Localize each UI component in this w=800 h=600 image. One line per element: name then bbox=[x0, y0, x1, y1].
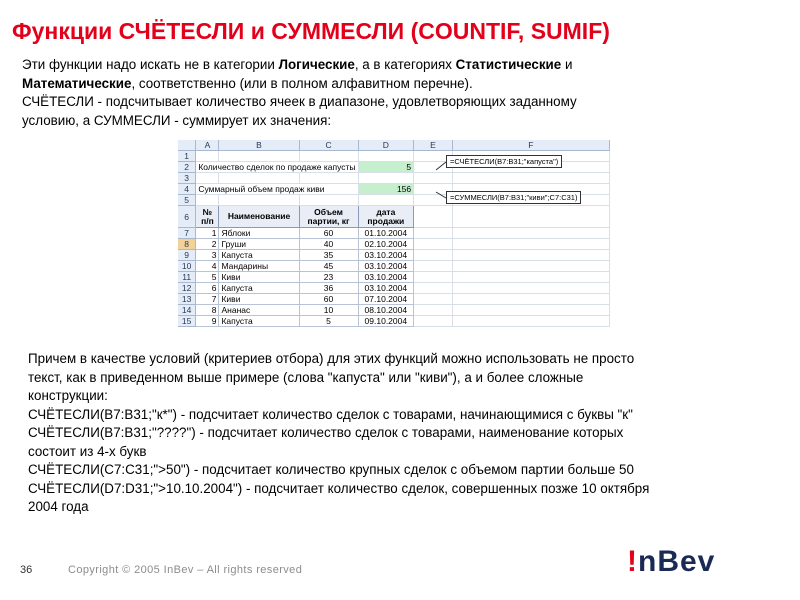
intro-bold-statistical: Статистические bbox=[455, 57, 562, 72]
table-cell: 03.10.2004 bbox=[358, 261, 414, 272]
table-cell: Киви bbox=[219, 272, 299, 283]
count-connector-line bbox=[436, 162, 446, 170]
table-cell: 3 bbox=[196, 250, 219, 261]
table-cell: Мандарины bbox=[219, 261, 299, 272]
table-cell: Ананас bbox=[219, 305, 299, 316]
table-cell: Капуста bbox=[219, 316, 299, 327]
column-header: B bbox=[219, 140, 299, 151]
count-formula-callout: =СЧЁТЕСЛИ(B7:B31;"капуста") bbox=[446, 155, 562, 168]
table-cell: 35 bbox=[299, 250, 358, 261]
row-header: 5 bbox=[178, 195, 196, 206]
body-line-6: состоит из 4-х букв bbox=[28, 443, 147, 459]
intro-bold-math: Математические bbox=[22, 75, 132, 91]
sum-formula-callout: =СУММЕСЛИ(B7:B31;"киви";C7:C31) bbox=[446, 191, 581, 204]
table-cell: Груши bbox=[219, 239, 299, 250]
inbev-logo bbox=[627, 545, 715, 579]
count-value-cell: 5 bbox=[358, 162, 414, 173]
page-number: 36 bbox=[20, 564, 33, 576]
table-cell: 5 bbox=[299, 316, 358, 327]
intro-line-1 bbox=[22, 56, 682, 75]
row-header: 2 bbox=[178, 162, 196, 173]
sum-value-cell: 156 bbox=[358, 184, 414, 195]
row-header: 10 bbox=[178, 261, 196, 272]
intro-text-span: , соответственно (или в полном алфавитном перечне). bbox=[131, 75, 473, 91]
table-cell: 6 bbox=[196, 283, 219, 294]
table-cell: 7 bbox=[196, 294, 219, 305]
table-header-cell: Наименование bbox=[219, 206, 299, 228]
table-cell: 4 bbox=[196, 261, 219, 272]
body-line-8: СЧЁТЕСЛИ(D7:D31;">10.10.2004") - подсчитает количество сделок, совершенных позже 10 октября bbox=[28, 480, 650, 496]
table-cell: 03.10.2004 bbox=[358, 272, 414, 283]
table-cell: 03.10.2004 bbox=[358, 283, 414, 294]
table-cell: 03.10.2004 bbox=[358, 250, 414, 261]
table-cell: Яблоки bbox=[219, 228, 299, 239]
intro-text bbox=[22, 56, 682, 130]
sum-connector-line bbox=[436, 192, 446, 198]
table-cell: 08.10.2004 bbox=[358, 305, 414, 316]
body-line-4: СЧЁТЕСЛИ(B7:B31;"к*") - подсчитает количество сделок с товарами, начинающимися с буквы "к" bbox=[28, 406, 633, 422]
copyright-notice: Copyright © 2005 InBev – All rights reserved bbox=[68, 564, 303, 576]
column-header: F bbox=[452, 140, 609, 151]
row-header: 6 bbox=[178, 206, 196, 228]
count-label-cell: Количество сделок по продаже капусты bbox=[196, 162, 358, 173]
column-header: D bbox=[358, 140, 414, 151]
table-cell: 45 bbox=[299, 261, 358, 272]
row-header: 13 bbox=[178, 294, 196, 305]
body-line-2: текст, как в приведенном выше примере (слова "капуста" или "киви"), а и более сложные bbox=[28, 369, 584, 385]
intro-text-span: и bbox=[561, 57, 573, 72]
intro-line-3: СЧЁТЕСЛИ - подсчитывает количество ячеек в диапазоне, удовлетворяющих заданному bbox=[22, 94, 577, 109]
body-line-1: Причем в качестве условий (критериев отбора) для этих функций можно использовать не просто bbox=[28, 351, 635, 366]
intro-line-2 bbox=[22, 75, 682, 94]
row-header: 8 bbox=[178, 239, 196, 250]
table-header-cell: дата продажи bbox=[358, 206, 414, 228]
sum-label-cell: Суммарный объем продаж киви bbox=[196, 184, 358, 195]
body-line-5: СЧЁТЕСЛИ(B7:B31;"????") - подсчитает количество сделок с товарами, наименование которых bbox=[28, 425, 624, 440]
row-header: 1 bbox=[178, 151, 196, 162]
slide-title: Функции СЧЁТЕСЛИ и СУММЕСЛИ (COUNTIF, SUMIF) bbox=[12, 18, 610, 44]
table-cell: 1 bbox=[196, 228, 219, 239]
table-cell: 5 bbox=[196, 272, 219, 283]
table-cell: 23 bbox=[299, 272, 358, 283]
column-header: A bbox=[196, 140, 219, 151]
table-cell: 36 bbox=[299, 283, 358, 294]
table-cell: Капуста bbox=[219, 283, 299, 294]
row-header: 4 bbox=[178, 184, 196, 195]
table-cell: 10 bbox=[299, 305, 358, 316]
row-header: 3 bbox=[178, 173, 196, 184]
table-cell: 8 bbox=[196, 305, 219, 316]
row-header: 9 bbox=[178, 250, 196, 261]
row-header: 15 bbox=[178, 316, 196, 327]
table-cell: 07.10.2004 bbox=[358, 294, 414, 305]
table-cell: 01.10.2004 bbox=[358, 228, 414, 239]
row-header: 12 bbox=[178, 283, 196, 294]
table-cell: 60 bbox=[299, 228, 358, 239]
row-header: 7 bbox=[178, 228, 196, 239]
intro-line-4: условию, а СУММЕСЛИ - суммирует их значения: bbox=[22, 112, 332, 128]
table-cell: Капуста bbox=[219, 250, 299, 261]
table-cell: 2 bbox=[196, 239, 219, 250]
logo-bang: ! bbox=[627, 545, 638, 578]
column-header: E bbox=[414, 140, 453, 151]
body-text bbox=[28, 350, 768, 517]
table-cell: 9 bbox=[196, 316, 219, 327]
spreadsheet-screenshot bbox=[178, 140, 610, 332]
table-cell: 40 bbox=[299, 239, 358, 250]
body-line-9: 2004 года bbox=[28, 499, 89, 514]
body-line-7: СЧЁТЕСЛИ(C7:C31;">50") - подсчитает количество крупных сделок с объемом партии больше 50 bbox=[28, 462, 634, 477]
intro-bold-logical: Логические bbox=[278, 57, 355, 72]
row-header: 11 bbox=[178, 272, 196, 283]
row-header: 14 bbox=[178, 305, 196, 316]
intro-text-span: , а в категориях bbox=[354, 57, 456, 72]
table-cell: Киви bbox=[219, 294, 299, 305]
table-cell: 09.10.2004 bbox=[358, 316, 414, 327]
table-header-cell: Объем партии, кг bbox=[299, 206, 358, 228]
table-cell: 02.10.2004 bbox=[358, 239, 414, 250]
intro-text-span: Эти функции надо искать не в категории bbox=[22, 57, 279, 72]
column-header: C bbox=[299, 140, 358, 151]
formula-connector-lines bbox=[178, 140, 610, 332]
body-line-3: конструкции: bbox=[28, 388, 108, 403]
logo-text: nBev bbox=[638, 545, 716, 578]
table-header-cell: № п/п bbox=[196, 206, 219, 228]
table-cell: 60 bbox=[299, 294, 358, 305]
